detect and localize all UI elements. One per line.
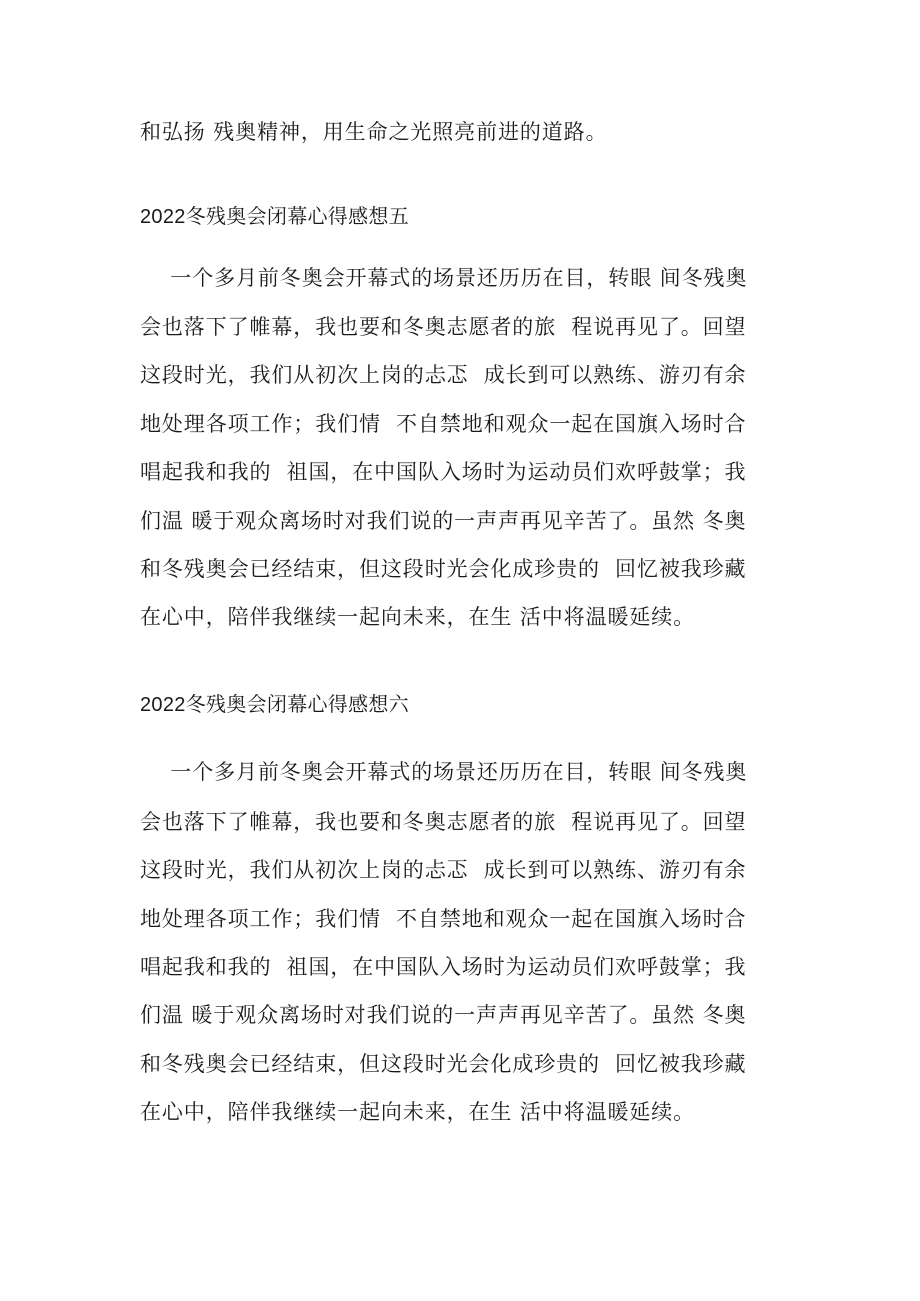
- paragraph-line: 地处理各项工作；我们情 不自禁地和观众一起在国旗入场时合: [140, 907, 747, 931]
- paragraph-line: 们温 暖于观众离场时对我们说的一声声再见辛苦了。虽然 冬奥: [140, 509, 747, 533]
- paragraph-line: 地处理各项工作；我们情 不自禁地和观众一起在国旗入场时合: [140, 412, 747, 436]
- paragraph-line: 在心中，陪伴我继续一起向未来，在生 活中将温暖延续。: [140, 1100, 696, 1124]
- paragraph-line: 和冬残奥会已经结束，但这段时光会化成珍贵的 回忆被我珍藏: [140, 1052, 747, 1076]
- paragraph-line: 会也落下了帷幕，我也要和冬奥志愿者的旅 程说再见了。回望: [140, 810, 747, 834]
- intro-line: 和弘扬 残奥精神，用生命之光照亮前进的道路。: [140, 120, 608, 144]
- paragraph-line: 唱起我和我的 祖国，在中国队入场时为运动员们欢呼鼓掌；我: [140, 955, 747, 979]
- paragraph-line: 这段时光，我们从初次上岗的忐忑 成长到可以熟练、游刃有余: [140, 363, 747, 387]
- paragraph-line: 一个多月前冬奥会开幕式的场景还历历在目，转眼 间冬残奥: [140, 760, 748, 784]
- section-heading: 2022冬残奥会闭幕心得感想五: [140, 206, 409, 228]
- paragraph-line: 们温 暖于观众离场时对我们说的一声声再见辛苦了。虽然 冬奥: [140, 1003, 747, 1027]
- paragraph-line: 唱起我和我的 祖国，在中国队入场时为运动员们欢呼鼓掌；我: [140, 460, 747, 484]
- paragraph-line: 在心中，陪伴我继续一起向未来，在生 活中将温暖延续。: [140, 605, 696, 629]
- paragraph-line: 和冬残奥会已经结束，但这段时光会化成珍贵的 回忆被我珍藏: [140, 557, 747, 581]
- paragraph-line: 一个多月前冬奥会开幕式的场景还历历在目，转眼 间冬残奥: [140, 266, 748, 290]
- paragraph-line: 会也落下了帷幕，我也要和冬奥志愿者的旅 程说再见了。回望: [140, 315, 747, 339]
- paragraph-line: 这段时光，我们从初次上岗的忐忑 成长到可以熟练、游刃有余: [140, 858, 747, 882]
- section-heading: 2022冬残奥会闭幕心得感想六: [140, 694, 409, 716]
